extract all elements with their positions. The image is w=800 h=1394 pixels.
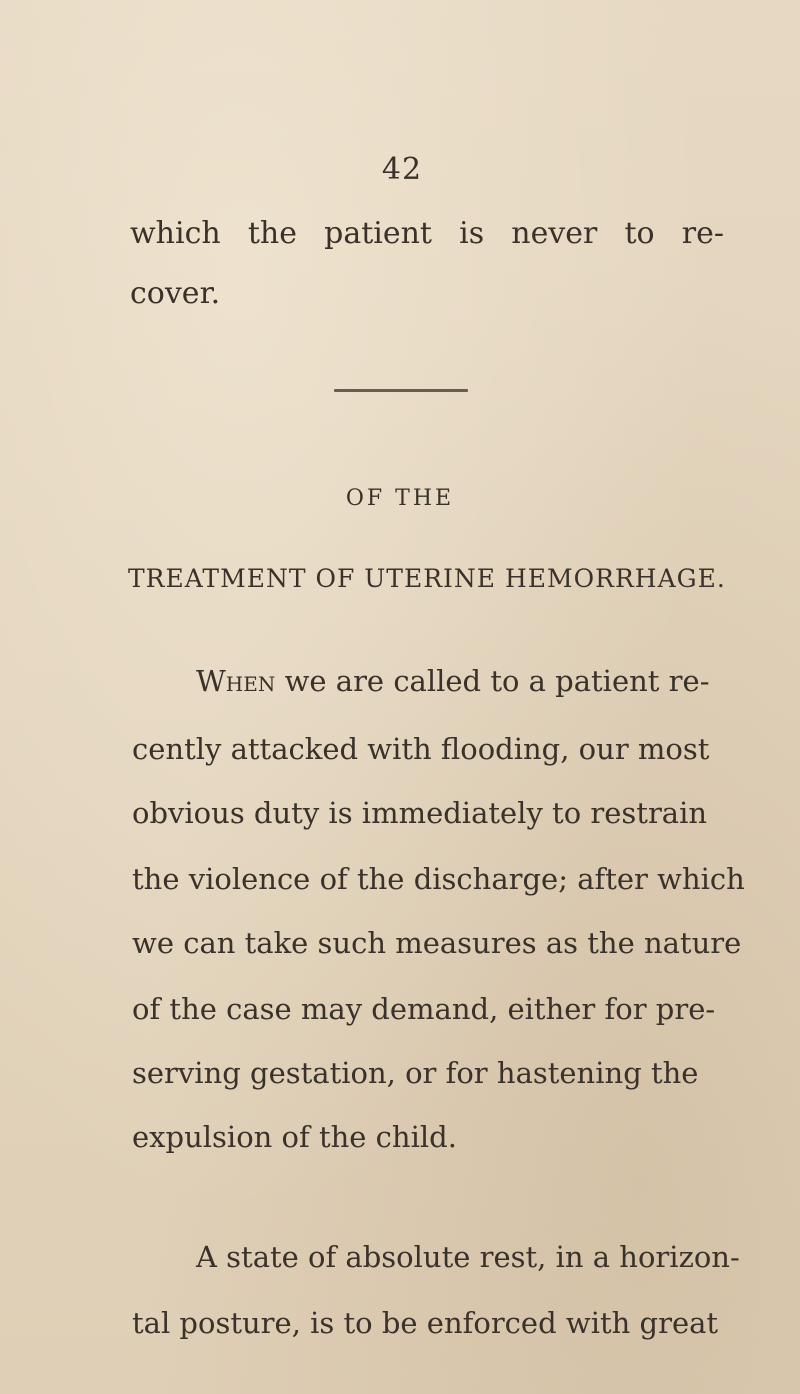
paragraph-1-dropword: When xyxy=(196,664,276,698)
section-divider xyxy=(334,389,468,392)
paragraph-2-line-1: A state of absolute rest, in a horizon- xyxy=(196,1240,740,1274)
carryover-line-2: cover. xyxy=(130,276,221,311)
paragraph-1-line-4: the violence of the discharge; after which xyxy=(132,862,745,896)
section-title: TREATMENT OF UTERINE HEMORRHAGE. xyxy=(128,564,726,593)
paragraph-1-line-6: of the case may demand, either for pre- xyxy=(132,992,716,1026)
page-number: 42 xyxy=(381,152,423,187)
paragraph-1-line-2: cently attacked with flooding, our most xyxy=(132,732,710,766)
carryover-line-1: which the patient is never to re- xyxy=(130,216,724,251)
paragraph-1-line-8: expulsion of the child. xyxy=(132,1120,457,1154)
section-pre-title: OF THE xyxy=(345,486,455,511)
paragraph-1-line-5: we can take such measures as the nature xyxy=(132,926,742,960)
paragraph-1-line-7: serving gestation, or for hastening the xyxy=(132,1056,699,1090)
paragraph-1-line-1-rest: we are called to a patient re- xyxy=(275,664,710,698)
paragraph-1-line-1 xyxy=(196,664,710,698)
paragraph-2-line-2: tal posture, is to be enforced with great xyxy=(132,1306,719,1340)
paragraph-1-line-3: obvious duty is immediately to restrain xyxy=(132,796,708,830)
